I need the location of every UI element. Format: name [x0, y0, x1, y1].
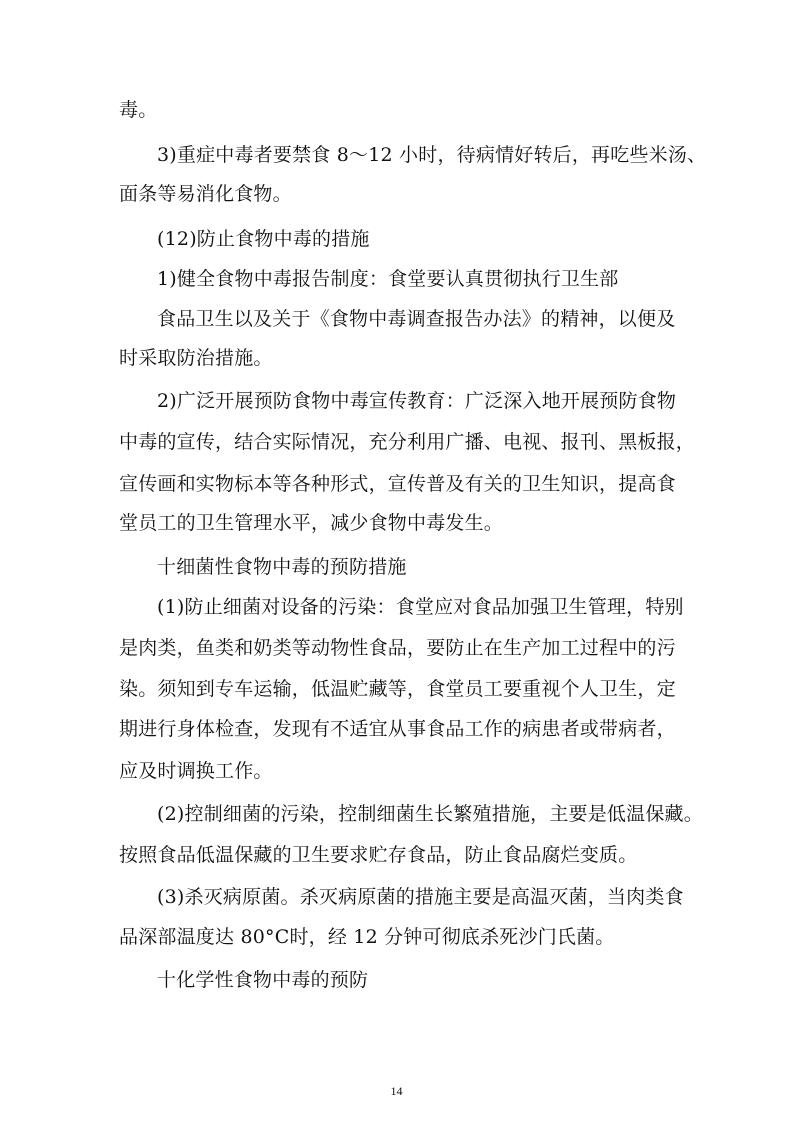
text-line: 中毒的宣传，结合实际情况，充分利用广播、电视、报刊、黑板报， — [119, 431, 696, 453]
text-line: 3)重症中毒者要禁食 8～12 小时，待病情好转后，再吃些米汤、 — [157, 144, 707, 166]
text-line: 应及时调换工作。 — [119, 760, 273, 782]
text-line: 染。须知到专车运输，低温贮藏等，食堂员工要重视个人卫生，定 — [119, 678, 676, 700]
text-line: 面条等易消化食物。 — [119, 183, 292, 205]
text-line: 期进行身体检查，发现有不适宜从事食品工作的病患者或带病者， — [119, 718, 676, 740]
text-line: 品深部温度达 80°C时，经 12 分钟可彻底杀死沙门氏菌。 — [119, 926, 615, 948]
text-line: 2)广泛开展预防食物中毒宣传教育：广泛深入地开展预防食物 — [157, 390, 677, 412]
text-line: 按照食品低温保藏的卫生要求贮存食品，防止食品腐烂变质。 — [119, 844, 638, 866]
text-line: 时采取防治措施。 — [119, 347, 273, 369]
page-number: 14 — [390, 1084, 403, 1098]
text-line: (12)防止食物中毒的措施 — [157, 228, 370, 250]
text-line: (2)控制细菌的污染，控制细菌生长繁殖措施，主要是低温保藏。 — [157, 803, 703, 825]
section-heading: 十细菌性食物中毒的预防措施 — [157, 556, 407, 578]
text-line: 1)健全食物中毒报告制度：食堂要认真贯彻执行卫生部 — [157, 268, 619, 290]
text-line: 食品卫生以及关于《食物中毒调查报告办法》的精神，以便及 — [157, 308, 676, 330]
section-heading: 十化学性食物中毒的预防 — [157, 969, 369, 991]
text-line: 毒。 — [119, 99, 158, 121]
text-line: (3)杀灭病原菌。杀灭病原菌的措施主要是高温灭菌，当肉类食 — [157, 886, 684, 908]
text-line: (1)防止细菌对设备的污染：食堂应对食品加强卫生管理，特别 — [157, 596, 684, 618]
text-line: 宣传画和实物标本等各种形式，宣传普及有关的卫生知识，提高食 — [119, 473, 676, 495]
text-line: 堂员工的卫生管理水平，减少食物中毒发生。 — [119, 512, 504, 534]
text-line: 是肉类，鱼类和奶类等动物性食品，要防止在生产加工过程中的污 — [119, 637, 676, 659]
